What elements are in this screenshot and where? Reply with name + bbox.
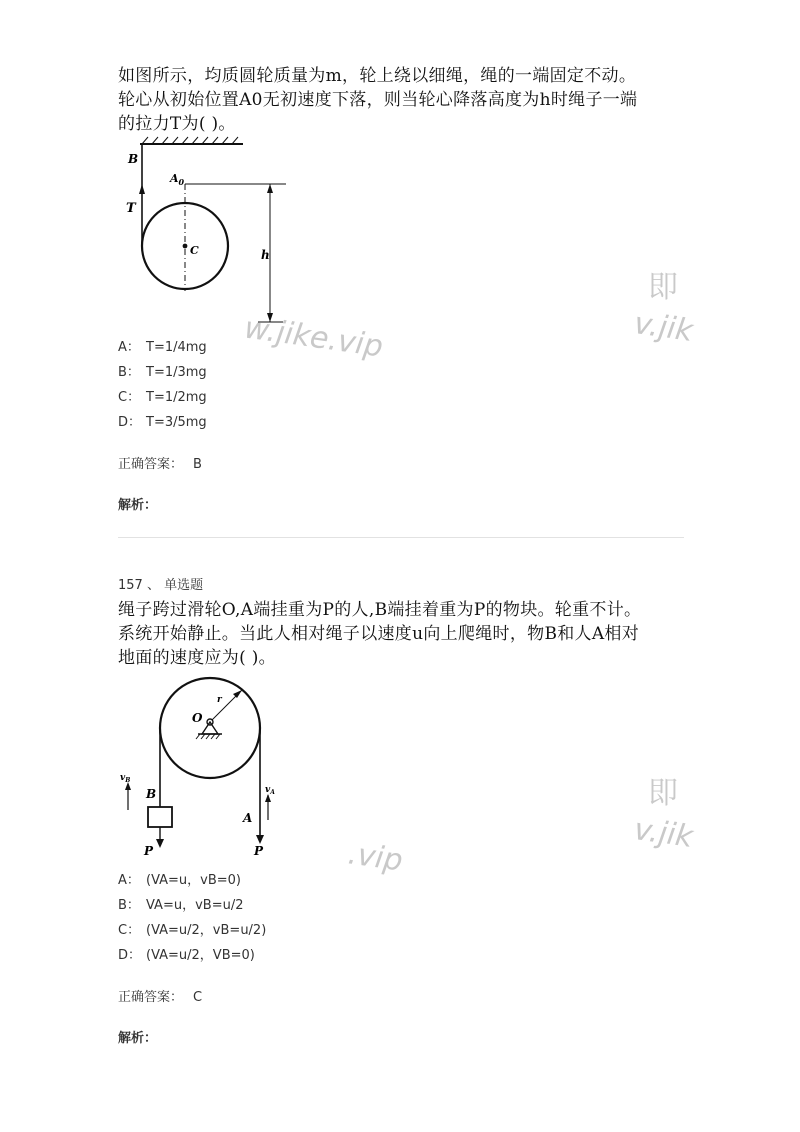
question-1-figure bbox=[118, 136, 298, 336]
answer-label: 正确答案： bbox=[118, 457, 184, 472]
option-letter: A： bbox=[118, 873, 140, 888]
watermark-brand-2: 即 bbox=[648, 776, 678, 811]
label-b: B bbox=[146, 787, 157, 801]
label-o: O bbox=[192, 711, 203, 725]
label-r: r bbox=[217, 695, 222, 705]
question-1-answer bbox=[118, 453, 202, 472]
watermark-site-4: v.jik bbox=[631, 812, 696, 855]
watermark-site-3: v.jik bbox=[631, 306, 696, 349]
label-t: T bbox=[126, 201, 136, 216]
option-letter: C： bbox=[118, 923, 141, 938]
label-a: A bbox=[243, 811, 253, 825]
label-p-b: P bbox=[144, 844, 154, 858]
weight-b-arrow bbox=[156, 839, 164, 848]
question-1-option-c[interactable] bbox=[118, 386, 207, 405]
question-1-option-b[interactable] bbox=[118, 361, 207, 380]
watermark-brand-1: 即 bbox=[648, 270, 678, 305]
weight-a-arrow bbox=[256, 835, 264, 844]
radius-arrow bbox=[233, 690, 242, 698]
watermark-site-1: w.jike.vip bbox=[242, 310, 386, 365]
option-letter: B： bbox=[118, 898, 140, 913]
question-2-text: 绳子跨过滑轮O,A端挂重为P的人,B端挂着重为P的物块。轮重不计。系统开始静止。当此人相对绳子以速度u向上爬绳时，物B和人A相对地面的速度应为( )。 bbox=[118, 600, 642, 668]
option-text: (VA=u/2，vB=u/2) bbox=[146, 923, 267, 938]
h-arrow-top bbox=[267, 184, 273, 193]
question-2-option-b[interactable] bbox=[118, 894, 243, 913]
question-2-header: 157 、 单选题 bbox=[118, 578, 204, 593]
label-a0: $A_0$ bbox=[170, 172, 185, 187]
center-point-c bbox=[183, 244, 188, 249]
option-text: (VA=u，vB=0) bbox=[146, 873, 242, 888]
question-divider bbox=[118, 537, 684, 538]
option-text: T=1/4mg bbox=[146, 340, 207, 355]
label-h: h bbox=[261, 248, 270, 262]
option-letter: B： bbox=[118, 365, 140, 380]
label-vb: $v_B$ bbox=[120, 773, 131, 784]
option-text: (VA=u/2，VB=0) bbox=[146, 948, 255, 963]
answer-value: B bbox=[193, 457, 202, 472]
label-b: B bbox=[128, 152, 139, 166]
question-2-figure bbox=[116, 670, 291, 860]
question-1-analysis-label: 解析： bbox=[118, 498, 158, 513]
option-text: T=3/5mg bbox=[146, 415, 207, 430]
pulley-circle bbox=[160, 678, 260, 778]
question-1-option-d[interactable] bbox=[118, 411, 207, 430]
question-2-answer bbox=[118, 986, 202, 1005]
question-2-option-a[interactable] bbox=[118, 869, 241, 888]
option-text: T=1/2mg bbox=[146, 390, 207, 405]
label-c: C bbox=[190, 244, 199, 257]
question-1-text: 如图所示，均质圆轮质量为m，轮上绕以细绳，绳的一端固定不动。轮心从初始位置A0无初速度下落，则当轮心降落高度为h时绳子一端的拉力T为( )。 bbox=[118, 66, 638, 134]
tension-arrow bbox=[139, 184, 145, 194]
option-text: T=1/3mg bbox=[146, 365, 207, 380]
block-b bbox=[148, 807, 172, 827]
answer-label: 正确答案： bbox=[118, 990, 184, 1005]
option-letter: A： bbox=[118, 340, 140, 355]
answer-value: C bbox=[193, 990, 203, 1005]
label-va: $v_A$ bbox=[265, 785, 275, 796]
support-hatch bbox=[196, 734, 220, 739]
question-1-option-a[interactable] bbox=[118, 336, 207, 355]
option-letter: C： bbox=[118, 390, 141, 405]
ceiling-hatch bbox=[142, 137, 238, 144]
option-text: VA=u，vB=u/2 bbox=[146, 898, 244, 913]
option-letter: D： bbox=[118, 948, 142, 963]
watermark-site-2: .vip bbox=[345, 836, 405, 879]
question-2-analysis-label: 解析： bbox=[118, 1031, 158, 1046]
label-p-a: P bbox=[254, 844, 264, 858]
option-letter: D： bbox=[118, 415, 142, 430]
question-2-option-d[interactable] bbox=[118, 944, 255, 963]
question-2-option-c[interactable] bbox=[118, 919, 266, 938]
